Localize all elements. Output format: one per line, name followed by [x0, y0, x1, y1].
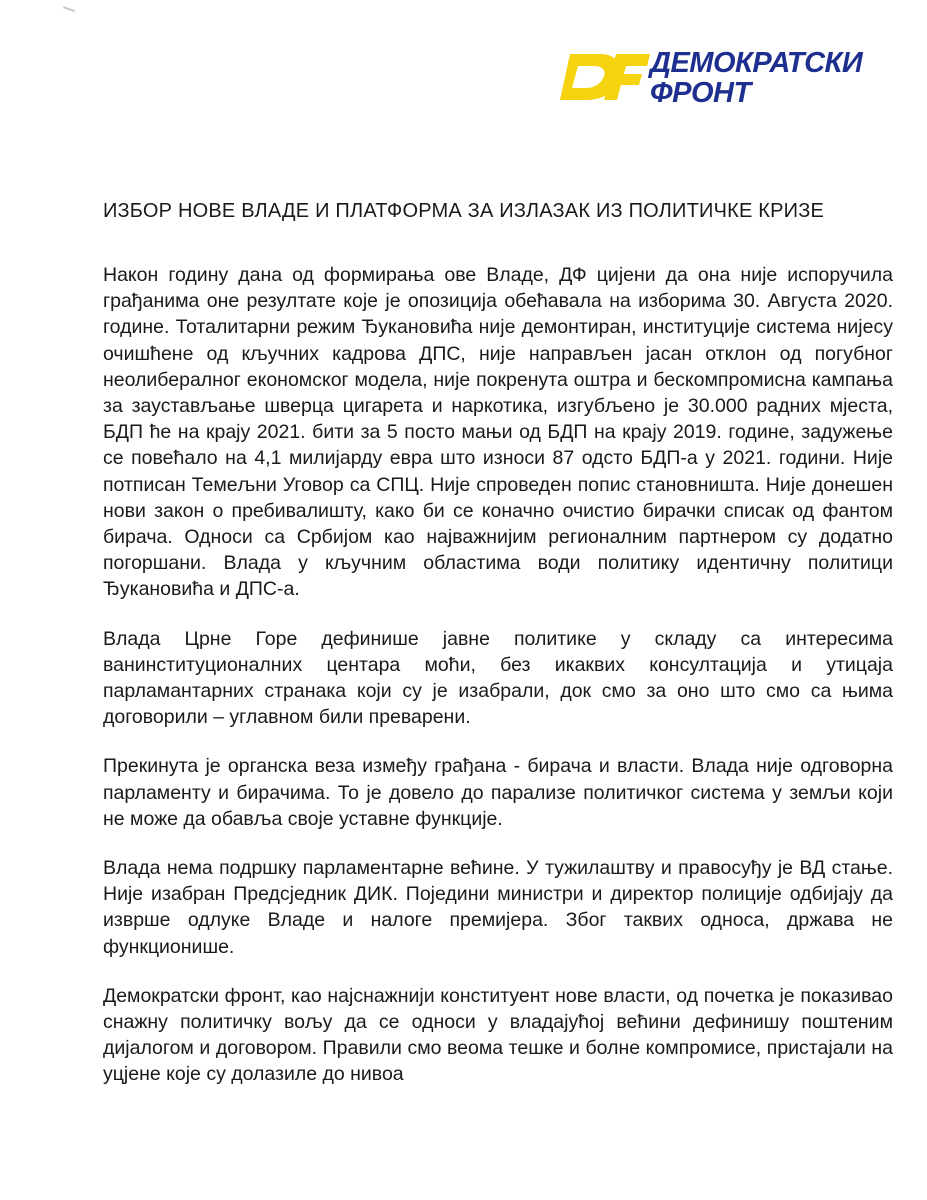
document-title: ИЗБОР НОВЕ ВЛАДЕ И ПЛАТФОРМА ЗА ИЗЛАЗАК ИЗ ПОЛИТИЧКЕ КРИЗЕ — [102, 200, 825, 222]
logo-text — [650, 48, 862, 108]
paragraph-4: Влада нема подршку парламентарне већине. У тужилаштву и правосуђу је ВД стање. Није изабран Предсједник ДИК. Поједини министри и директор полиције одбијају да изврше одлуке Владе и налоге премијера. Због таквих односа, држава не функционише. — [103, 857, 893, 958]
logo — [560, 44, 880, 116]
paragraph-2: Влада Црне Горе дефинише јавне политике у складу са интересима ванинституционалних центара моћи, без икаквих консултација и утицаја парламантарних странака који су је изабрали, док смо за оно што смо са њима договорили – углавном били преварени. — [103, 627, 893, 729]
paragraph-3: Прекинута је органска веза између грађана - бирача и власти. Влада није одговорна парламенту и бирачима. То је довело до парализе политичког система у земљи који не може да обавља своје уставне функције. — [103, 755, 893, 830]
logo-line-2: ФРОНТ — [650, 77, 751, 109]
document-body — [103, 262, 893, 1088]
paragraph-5: Демократски фронт, као најснажнији конституент нове власти, од почетка је показивао снажну политичку вољу да се односи у владајућој већини дефинишу поштеним дијалогом и договором. Правили смо веома тешке и болне компромисе, пристајали на уцјене које су долазиле до нивоа — [103, 984, 893, 1086]
df-logo-icon — [560, 44, 652, 108]
scan-mark — [61, 6, 75, 18]
paragraph-1: Након годину дана од формирања ове Владе, ДФ цијени да она није испоручила грађанима оне резултате које је опозиција обећавала на изборима 30. Августа 2020. године. Тоталитарни режим Ђукановића није демонтиран, институције система нијесу очишћене од кључних кадрова ДПС, није направљен јасан отклон од погубног неолибералног економског модела, није покренута оштра и бескомпромисна кампања за заустављање шверца цигарета и наркотика, изгубљено је 30.000 радних мјеста, БДП ће на крају 2021. бити за 5 посто мањи од БДП на крају 2019. године, задужење се повећало на 4,1 милијарду евра што износи 87 одсто БДП-а у 2021. години. Није потписан Темељни Уговор са СПЦ. Није спроведен попис становништа. Није донешен нови закон о пребивалишту, како би се коначно очистио бирачки списак од фантом бирача. Односи са Србијом као најважнијим регионалним партнером су додатно погоршани. Влада у кључним областима води политику идентичну политици Ђукановића и ДПС-а. — [103, 264, 893, 601]
logo-line-1: ДЕМОКРАТСКИ — [650, 47, 863, 79]
